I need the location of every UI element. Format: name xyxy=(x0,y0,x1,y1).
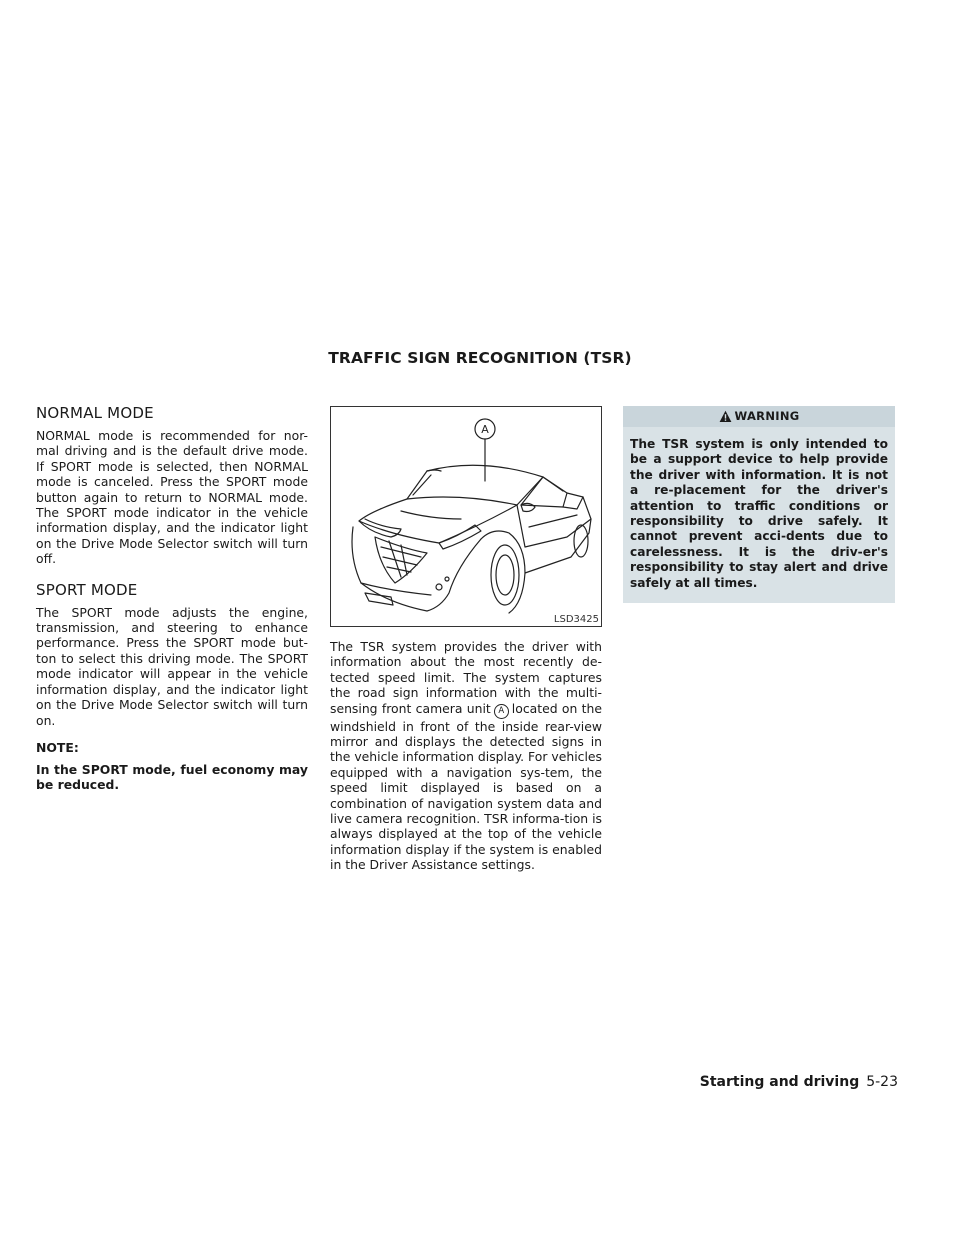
warning-label: WARNING xyxy=(734,409,800,423)
car-drawing xyxy=(331,407,601,626)
chapter-name: Starting and driving xyxy=(699,1074,860,1090)
callout-label: A xyxy=(481,423,489,436)
page-number: 5-23 xyxy=(866,1074,898,1090)
normal-mode-text: NORMAL mode is recommended for nor-mal driving and is the default drive mode. If SPORT mode is selected, then NORMAL mode is canceled. Press the SPORT mode button again to return to NORMAL mode. The SPORT mode indicator in the vehicle information display, and the indicator light on the Drive Mode Selector switch will turn off. xyxy=(36,428,308,567)
sport-mode-text: The SPORT mode adjusts the engine, transmission, and steering to enhance performance. Press the SPORT mode but-ton to select this driving mode. The SPORT mode indicator will appear in the vehicle information display, and the indicator light on the Drive Mode Selector switch will turn on. xyxy=(36,604,308,728)
warning-text: The TSR system is only intended to be a support device to help provide the driver with information. It is not a re-placement for the driver's attention to traffic conditions or responsibility to drive safely. It cannot prevent acci-dents due to carelessness. It is the driv-er's responsibility to stay alert and drive safely at all times. xyxy=(630,437,888,590)
warning-icon xyxy=(719,410,732,423)
vehicle-illustration xyxy=(330,406,602,627)
middle-column xyxy=(330,404,602,873)
tsr-text-before: The TSR system provides the driver with information about the most recently de-tected speed limit. The system captures the road sign information with the multi-sensing front camera unit xyxy=(330,639,602,716)
page-footer xyxy=(700,1074,898,1090)
left-column xyxy=(36,404,308,793)
right-column xyxy=(623,404,895,603)
tsr-text-after: located on the windshield in front of the inside rear-view mirror and displays the detected signs in the vehicle information display. For vehicles equipped with a navigation sys-tem, the speed limit displayed is based on a combination of navigation system data and live camera recognition. TSR informa-tion is always displayed at the top of the vehicle information display if the system is enabled in the Driver Assistance settings. xyxy=(330,700,602,873)
warning-box xyxy=(623,406,895,603)
sport-mode-heading: SPORT MODE xyxy=(36,580,138,599)
note-label: NOTE: xyxy=(36,739,79,755)
note-text: In the SPORT mode, fuel economy may be reduced. xyxy=(36,761,308,793)
inline-callout-a: A xyxy=(494,704,509,719)
normal-mode-heading: NORMAL MODE xyxy=(36,404,154,422)
tsr-description xyxy=(330,639,602,873)
warning-header xyxy=(623,406,895,427)
figure-code: LSD3425 xyxy=(553,614,599,625)
section-title: TRAFFIC SIGN RECOGNITION (TSR) xyxy=(328,349,632,367)
